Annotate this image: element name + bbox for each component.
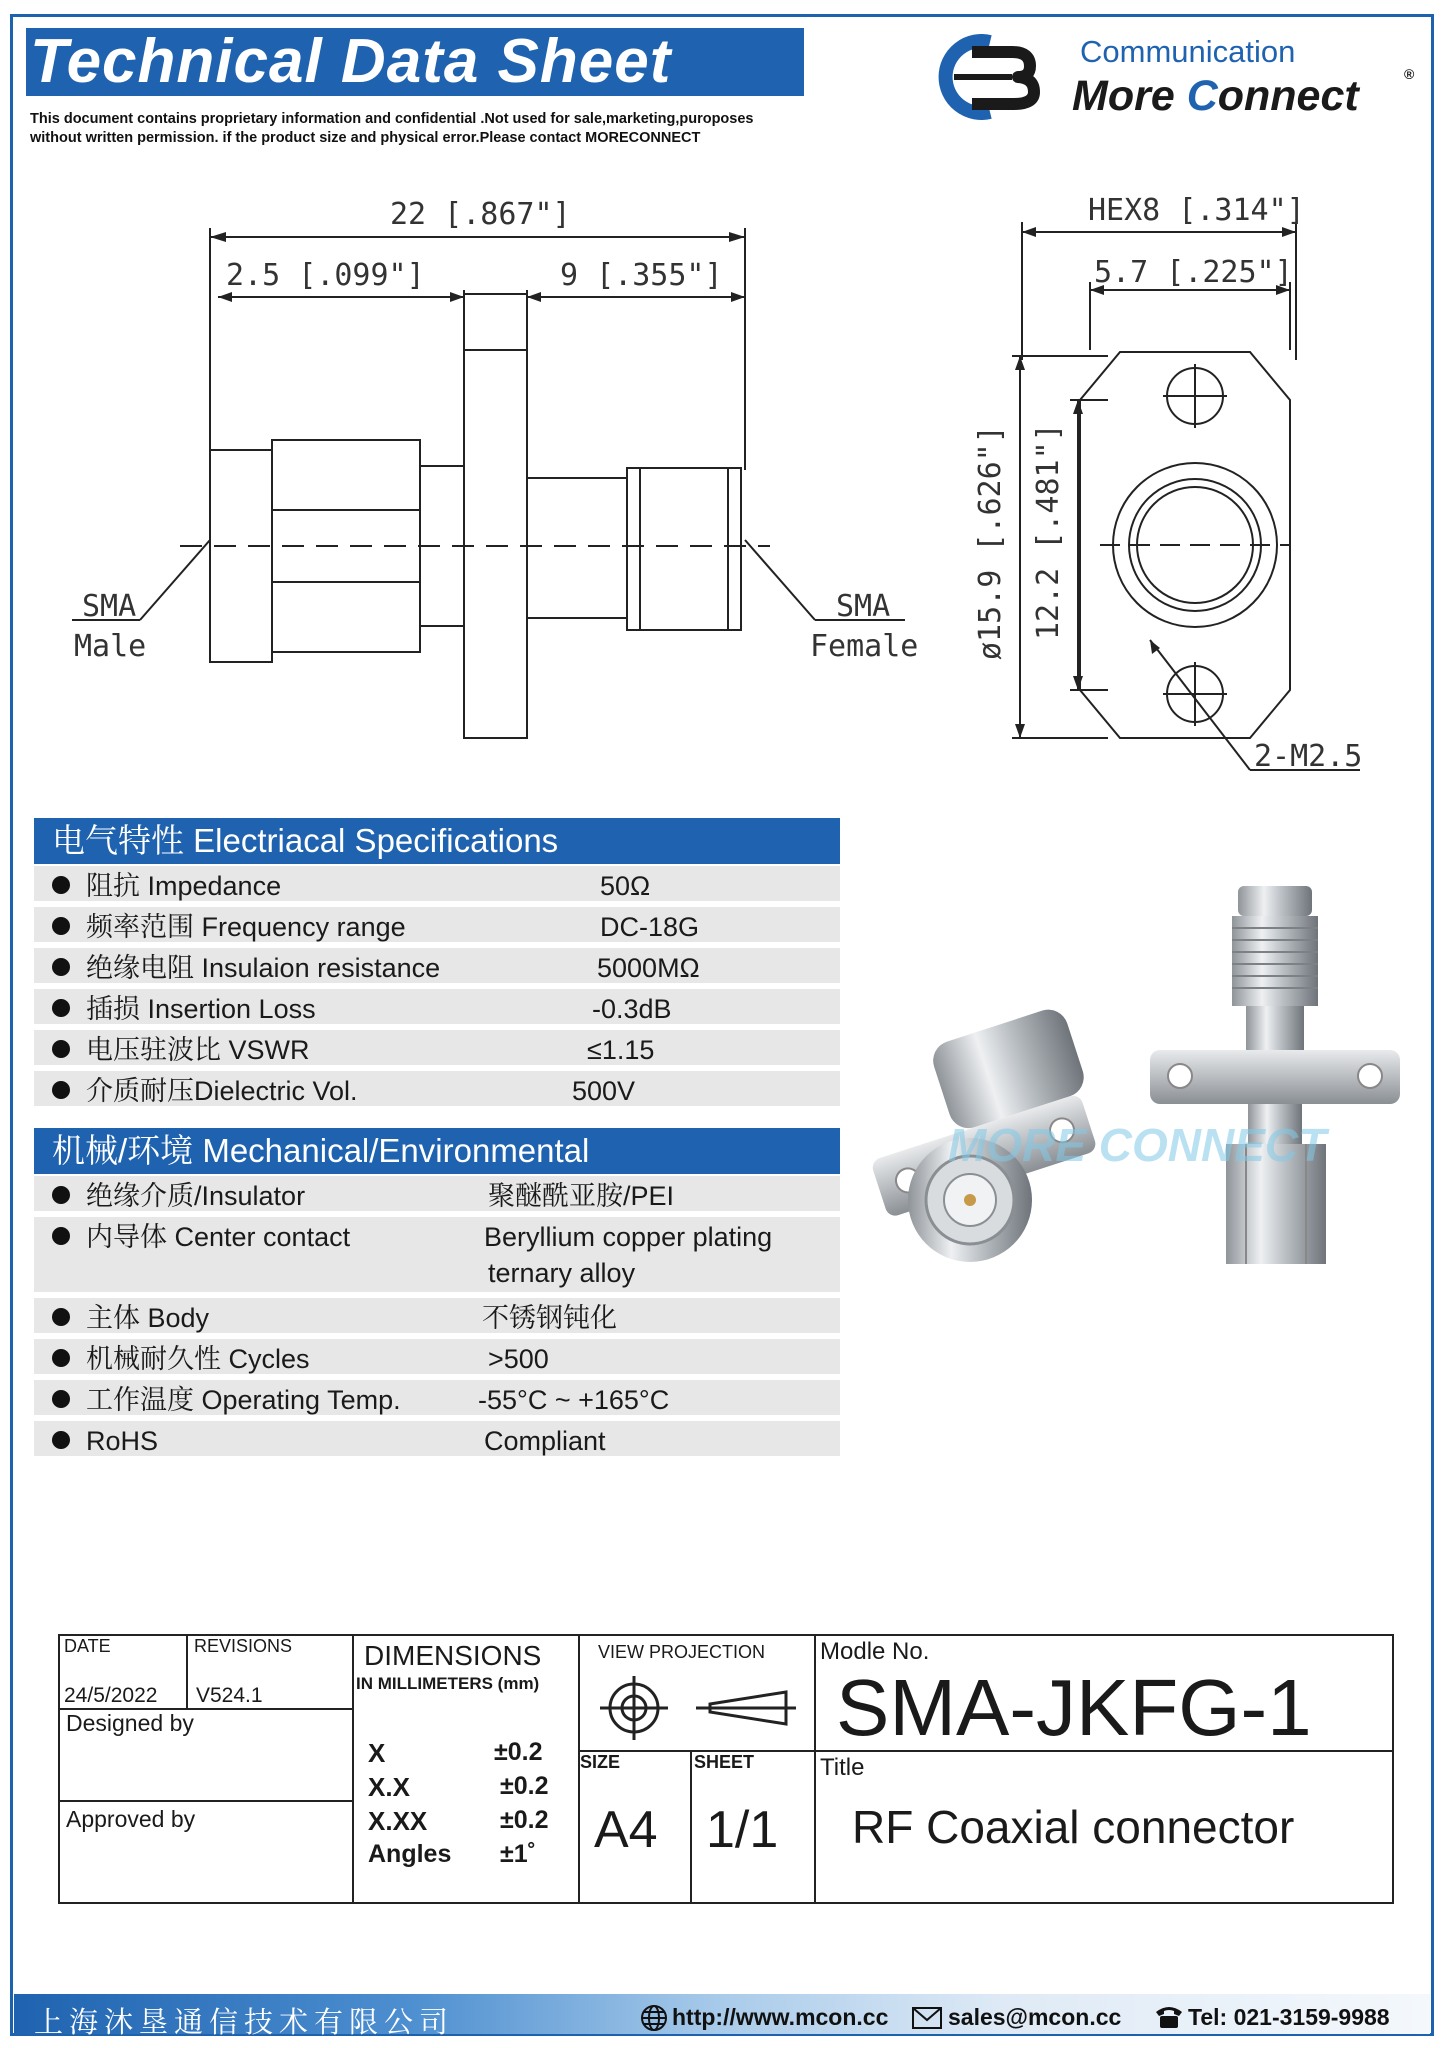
dim-m2-5: 2-M2.5 [1254,739,1363,774]
spec-value: -0.3dB [592,994,672,1024]
spec-value: DC-18G [600,912,700,942]
bullet-icon [52,1390,70,1408]
dim-overall-length: 22 [.867"] [390,197,571,232]
logo-brand-c: C [1186,72,1218,120]
divider [352,1634,354,1904]
spec-value: 50Ω [600,871,651,901]
bullet-icon [52,999,70,1017]
spec-value: ≤1.15 [587,1035,655,1065]
electrical-specs-heading: 电气特性 Electriacal Specifications [34,818,840,864]
spec-label: 工作温度 Operating Temp. [86,1385,401,1415]
mechanical-specs-heading: 机械/环境 Mechanical/Environmental [34,1128,840,1174]
product-photo [850,880,1430,1320]
bullet-icon [52,1308,70,1326]
bullet-icon [52,1227,70,1245]
logo-brand-onnect: onnect [1217,72,1359,120]
sheet-value: 1/1 [706,1801,779,1859]
mechanical-row [34,1298,840,1336]
spec-label: 介质耐压Dielectric Vol. [86,1076,358,1106]
bullet-icon [52,917,70,935]
spec-value: 500V [572,1076,636,1106]
photo-watermark: MORE CONNECT [948,1119,1327,1171]
notice-line-2: without written permission. if the product size and physical error.Please contact MORECONNECT [30,130,701,146]
drawing-title: RF Coaxial connector [852,1801,1295,1853]
bullet-icon [52,1431,70,1449]
divider [186,1634,188,1708]
spec-value-continued: ternary alloy [488,1258,636,1288]
sheet-label: SHEET [694,1752,755,1772]
email-link[interactable]: sales@mcon.cc [948,2004,1122,2030]
tolerance-value: ±0.2 [500,1772,549,1800]
revision-value: V524.1 [196,1684,263,1707]
phone-number: Tel: 021-3159-9988 [1188,2004,1390,2030]
electrical-row [34,1030,840,1068]
bullet-icon [52,958,70,976]
label-sma-female-2: Female [810,629,919,664]
divider [690,1750,692,1904]
model-label: Modle No. [820,1638,930,1665]
spec-value: Beryllium copper plating [484,1222,773,1252]
electrical-row [34,866,840,904]
bullet-icon [52,876,70,894]
spec-label: 绝缘介质/Insulator [86,1181,306,1211]
page-title: Technical Data Sheet [30,27,672,96]
dim-5-7: 5.7 [.225"] [1094,255,1293,290]
spec-label: 机械耐久性 Cycles [86,1344,310,1374]
logo-brand-more: More [1072,72,1187,120]
date-label: DATE [64,1636,111,1656]
spec-label: 插损 Insertion Loss [86,994,316,1024]
dim-12-2: 12.2 [.481"] [1031,423,1066,640]
engineering-drawing [0,0,1448,800]
bullet-icon [52,1040,70,1058]
dim-diameter-15-9: ø15.9 [.626"] [973,425,1008,660]
title-label: Title [820,1754,865,1781]
bullet-icon [52,1186,70,1204]
tolerance-value: ±0.2 [494,1738,543,1766]
spec-label: 主体 Body [86,1303,210,1333]
spec-label: 频率范围 Frequency range [86,912,406,942]
electrical-row [34,989,840,1027]
designed-by-label: Designed by [66,1710,194,1736]
label-sma-male-1: SMA [82,589,137,624]
view-projection-label: VIEW PROJECTION [598,1642,766,1662]
tolerance-value: ±0.2 [500,1806,549,1834]
bullet-icon [52,1081,70,1099]
spec-value: >500 [488,1344,549,1374]
spec-label: 绝缘电阻 Insulaion resistance [86,953,441,983]
envelope-icon [912,2007,942,2029]
tolerance-key: X.XX [368,1806,428,1836]
mechanical-row [34,1176,840,1214]
notice-line-1: This document contains proprietary information and confidential .Not used for sale,marketing,puroposes [30,111,754,127]
spec-value: Compliant [484,1426,606,1456]
electrical-row [34,948,840,986]
spec-label: 阻抗 Impedance [86,871,282,901]
tolerance-value: ±1˚ [500,1840,536,1868]
dim-left-length: 2.5 [.099"] [226,258,425,293]
telephone-icon [1154,2004,1184,2030]
date-value: 24/5/2022 [64,1684,158,1707]
dim-right-length: 9 [.355"] [560,258,723,293]
globe-icon [640,2004,668,2032]
mechanical-row [34,1339,840,1377]
label-sma-female-1: SMA [836,589,891,624]
registered-mark: ® [1404,66,1415,82]
tolerance-key: Angles [368,1840,452,1868]
dimensions-label: DIMENSIONS [364,1640,542,1671]
size-value: A4 [594,1801,658,1859]
bullet-icon [52,1349,70,1367]
dim-hex: HEX8 [.314"] [1088,193,1305,228]
projection-symbol-icon [590,1670,810,1740]
electrical-row [34,907,840,945]
footer-company-name: 上海沐垦通信技术有限公司 [34,2005,455,2039]
spec-label: RoHS [86,1426,159,1456]
mechanical-row [34,1217,840,1295]
mechanical-row [34,1421,840,1459]
electrical-row [34,1071,840,1109]
size-label: SIZE [580,1752,621,1772]
tolerance-key: X.X [368,1772,410,1802]
model-number: SMA-JKFG-1 [836,1663,1312,1752]
revisions-label: REVISIONS [194,1636,293,1656]
divider [814,1634,816,1904]
mechanical-row [34,1380,840,1418]
tolerance-key: X [368,1738,386,1768]
in-millimeters-label: IN MILLIMETERS (mm) [356,1674,540,1693]
spec-value: 5000MΩ [597,953,700,983]
spec-label: 电压驻波比 VSWR [86,1035,310,1065]
divider [58,1800,352,1802]
label-sma-male-2: Male [74,629,147,664]
spec-label: 内导体 Center contact [86,1222,351,1252]
approved-by-label: Approved by [66,1806,196,1832]
spec-value: 不锈钢钝化 [482,1303,617,1333]
logo-tagline: Communication [1080,34,1296,69]
spec-value: -55°C ~ +165°C [478,1385,670,1415]
website-link[interactable]: http://www.mcon.cc [672,2004,889,2030]
spec-value: 聚醚酰亚胺/PEI [488,1181,675,1211]
